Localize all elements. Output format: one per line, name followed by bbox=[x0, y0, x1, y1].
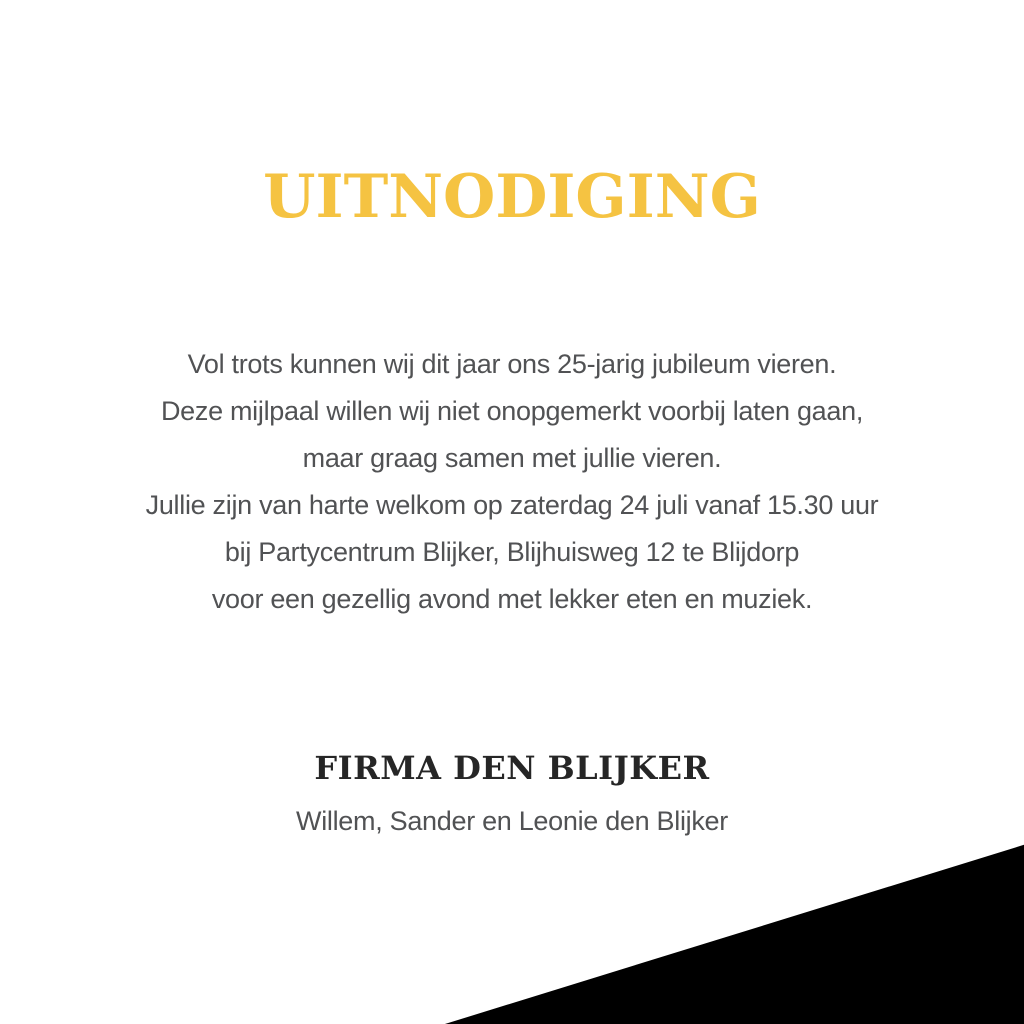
body-line-2: Deze mijlpaal willen wij niet onopgemerkt voorbij laten gaan, bbox=[160, 396, 864, 426]
body-line-5: bij Partycentrum Blijker, Blijhuisweg 12 te Blijdorp bbox=[224, 537, 800, 567]
body-line-3: maar graag samen met jullie vieren. bbox=[302, 443, 722, 473]
invitation-title: UITNODIGING bbox=[263, 162, 761, 232]
invitation-body bbox=[0, 341, 1024, 623]
company-name: FIRMA DEN BLIJKER bbox=[314, 749, 710, 787]
body-line-6: voor een gezellig avond met lekker eten en muziek. bbox=[211, 584, 813, 614]
body-line-4: Jullie zijn van harte welkom op zaterdag 24 juli vanaf 15.30 uur bbox=[145, 490, 879, 520]
host-names: Willem, Sander en Leonie den Blijker bbox=[296, 806, 728, 836]
body-line-1: Vol trots kunnen wij dit jaar ons 25-jarig jubileum vieren. bbox=[187, 349, 837, 379]
